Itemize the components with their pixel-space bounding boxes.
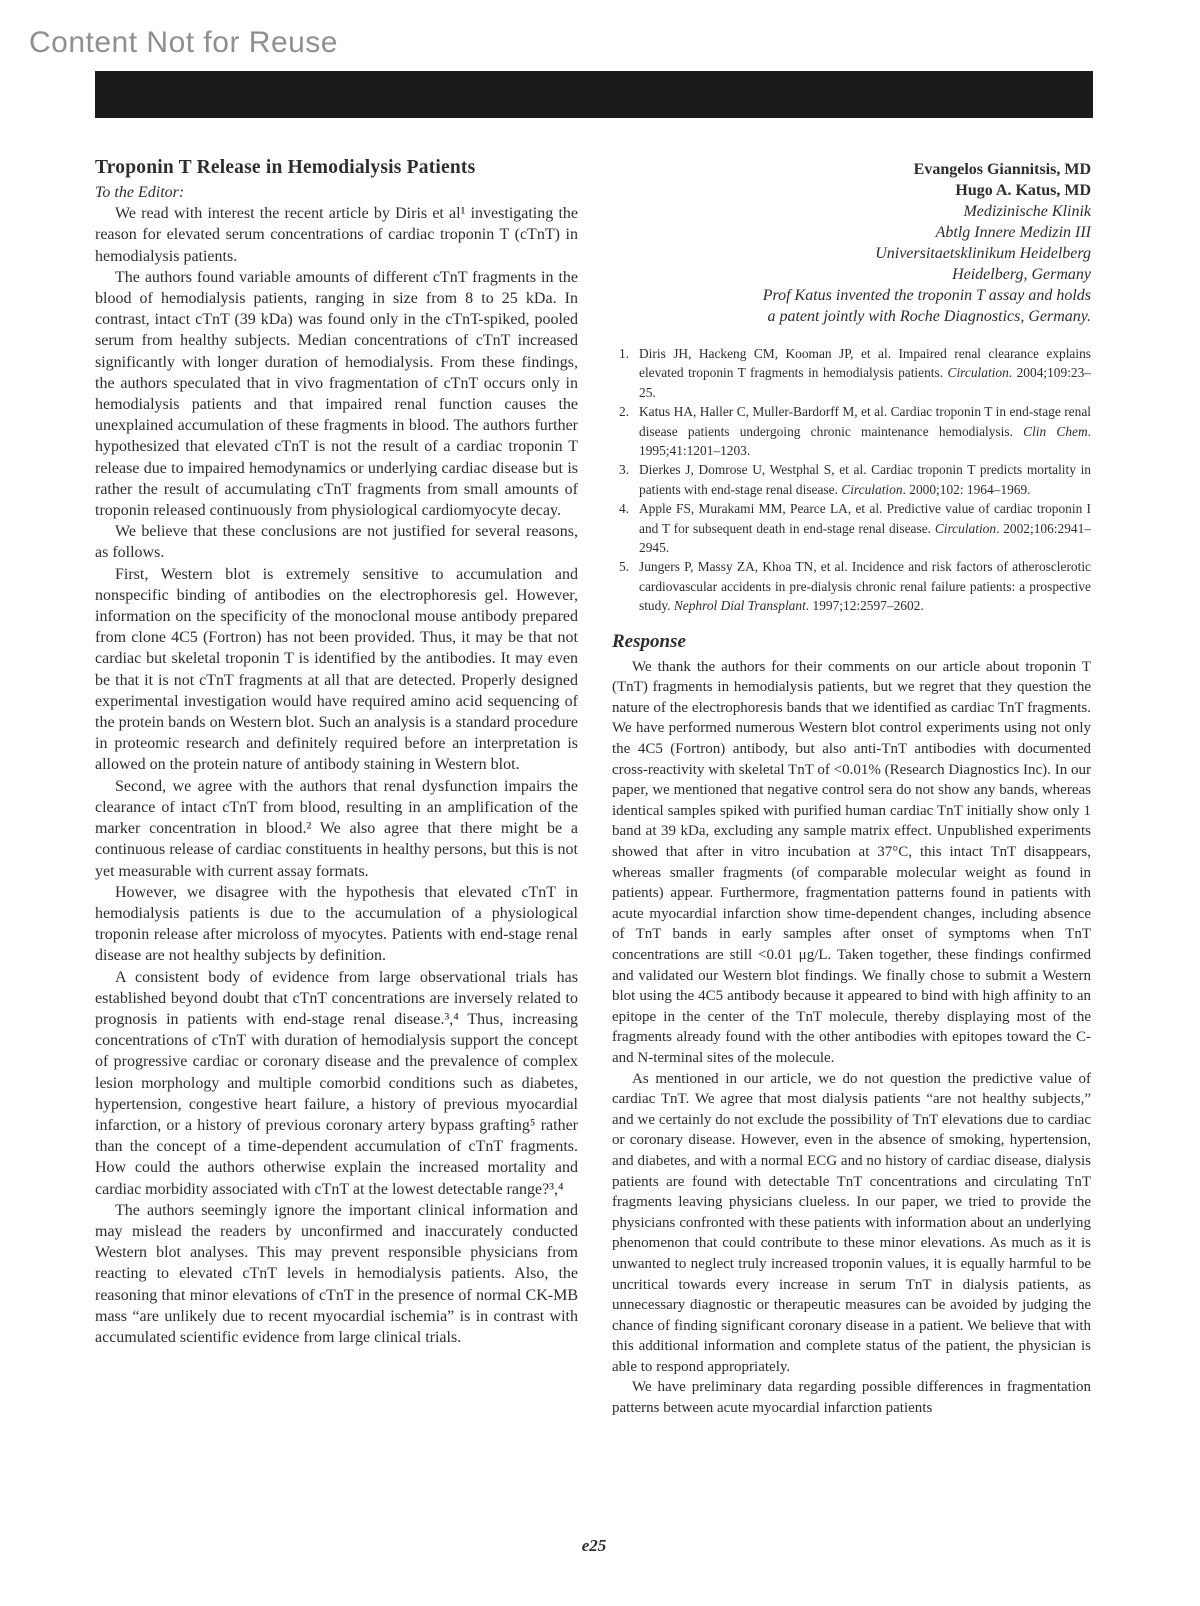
- author-block: [612, 159, 1091, 327]
- response-paragraph-1: We thank the authors for their comments on our article about troponin T (TnT) fragments in hemodialysis patients, but we regret that they question the nature of the electrophoresis bands that we identified as cardiac TnT fragments. We have performed numerous Western blot control experiments using not only the 4C5 (Fortron) antibody, but also anti-TnT antibodies with documented cross-reactivity with skeletal TnT of <0.01% (Research Diagnostics Inc). In our paper, we mentioned that negative control sera do not show any bands, whereas identical samples spiked with purified human cardiac TnT initially show only 1 band at 39 kDa, excluding any sample matrix effect. Unpublished experiments showed that after in vitro incubation at 37°C, this intact TnT disappears, whereas smaller fragments (of comparable molecular weight as found in patients) appear. Furthermore, fragmentation patterns found in patients with acute myocardial infarction show time-dependent changes, including absence of TnT bands in early samples after onset of symptoms when TnT concentrations are still <0.01 μg/L. Taken together, these findings confirmed and validated our Western blot findings. We finally chose to submit a Western blot using the 4C5 antibody because it appeared to bind with high affinity to an epitope in the center of the TnT molecule, thereby displaying most of the fragments already found with the other antibodies with epitopes toward the C- and N-terminal sites of the molecule.: [612, 658, 1091, 1066]
- reference-item: [612, 344, 1091, 402]
- letter-column: [95, 157, 578, 1348]
- letter-paragraph-8: The authors seemingly ignore the important clinical information and may mislead the readers by unconfirmed and inaccurately conducted Western blot analyses. This may prevent responsible physicians from reacting to elevated cTnT levels in hemodialysis patients. Also, the reasoning that minor elevations of cTnT in the presence of normal CK-MB mass “are unlikely due to recent myocardial ischemia” is in contrast with accumulated scientific evidence from large clinical trials.: [95, 1201, 578, 1346]
- letter-paragraph-5: Second, we agree with the authors that renal dysfunction impairs the clearance of intact cTnT from blood, resulting in an amplification of the marker concentration in blood.² We also agree that there might be a continuous release of cardiac constituents in healthy persons, but this is not yet measurable with current assay formats.: [95, 777, 578, 880]
- author-disclosure: a patent jointly with Roche Diagnostics, Germany.: [767, 308, 1091, 325]
- journal-name: Clin Chem: [1023, 423, 1088, 439]
- reference-item: [612, 557, 1091, 615]
- reference-text: Diris JH, Hackeng CM, Kooman JP, et al. Impaired renal clearance explains elevated troponin T fragments in hemodialysis patients.: [639, 346, 1091, 381]
- reference-number: 4.: [619, 501, 630, 517]
- reference-number: 3.: [619, 462, 630, 478]
- reference-number: 2.: [619, 404, 630, 420]
- letter-paragraph-3: We believe that these conclusions are not justified for several reasons, as follows.: [95, 523, 578, 562]
- reference-number: 5.: [619, 559, 630, 575]
- reference-item: [612, 460, 1091, 499]
- letter-salutation: To the Editor:: [95, 184, 185, 201]
- journal-name: Nephrol Dial Transplant: [673, 598, 806, 614]
- letter-paragraph-6: However, we disagree with the hypothesis that elevated cTnT in hemodialysis patients is due to the accumulation of a physiological troponin release after microloss of myocytes. Patients with end-stage renal disease are not healthy subjects by definition.: [95, 883, 578, 965]
- reference-item: [612, 402, 1091, 460]
- reference-cite: . 2002;106:2941–2945.: [639, 520, 1092, 556]
- watermark-text: Content Not for Reuse: [29, 26, 338, 59]
- letter-paragraph-4: First, Western blot is extremely sensitive to accumulation and nonspecific binding of antibodies on the electrophoresis gel. However, information on the specificity of the monoclonal mouse antibody prepared from clone 4C5 (Fortron) has not been provided. Thus, it may be that not cardiac but skeletal troponin T is identified by the antibodies. It may even be that it is not cTnT fragments at all that are detected. Properly designed experimental investigation would have required amino acid sequencing of the protein bands on Western blot. Such an analysis is a standard procedure in proteomic research and definitely required before an interpretation is allowed on the protein nature of antibody staining in Western blot.: [95, 565, 578, 774]
- author-affiliation: Universitaetsklinikum Heidelberg: [875, 245, 1091, 262]
- response-paragraph-3: We have preliminary data regarding possible differences in fragmentation patterns between acute myocardial infarction patients: [612, 1379, 1091, 1417]
- reference-text: Jungers P, Massy ZA, Khoa TN, et al. Incidence and risk factors of atherosclerotic cardiovascular accidents in pre-dialysis chronic renal failure patients: a prospective study.: [639, 559, 1091, 614]
- author-affiliation: Heidelberg, Germany: [952, 266, 1091, 283]
- author-affiliation: Medizinische Klinik: [963, 203, 1091, 220]
- reference-list: [612, 344, 1091, 616]
- journal-name: Circulation: [841, 481, 903, 497]
- reference-text: Dierkes J, Domrose U, Westphal S, et al. Cardiac troponin T predicts mortality in patients with end-stage renal disease.: [639, 462, 1091, 497]
- reference-item: [612, 499, 1091, 557]
- response-paragraph-2: As mentioned in our article, we do not question the predictive value of cardiac TnT. We agree that most dialysis patients “are not healthy subjects,” and we certainly do not exclude the possibility of TnT elevations due to cardiac or coronary disease. However, even in the absence of smoking, hypertension, and diabetes, and with a normal ECG and no history of cardiac disease, dialysis patients are found with detectable TnT concentrations and circulating TnT fragments leaving physicians clueless. In our paper, we tried to provide the physicians confronted with these patients with information about an underlying phenomenon that could contribute to these minor elevations. As much as it is unwanted to neglect truly increased troponin values, it is equally harmful to be uncritical towards every increase in serum TnT in dialysis patients, as unnecessary diagnostic or therapeutic measures can be avoided by judging the chance of finding significant coronary disease in a patient. We believe that with this additional information and complete status of the patient, the physician is able to respond appropriately.: [612, 1070, 1091, 1375]
- page-number: e25: [581, 1536, 607, 1555]
- letter-paragraph-2: The authors found variable amounts of different cTnT fragments in the blood of hemodialysis patients, ranging in size from 8 to 25 kDa. In contrast, intact cTnT (39 kDa) was found only in the cTnT-spiked, pooled serum from healthy subjects. Median concentrations of cTnT increased significantly with longer duration of hemodialysis. From these findings, the authors speculated that in vivo fragmentation of cTnT occurs only in hemodialysis patients and that impaired renal function causes the unexplained accumulation of these fragments in blood. The authors further hypothesized that elevated cTnT is not the result of a cardiac troponin T release due to impaired hemodynamics or underlying cardiac disease but is rather the result of accumulating cTnT fragments from small amounts of troponin released continuously from physiological cardiomyocyte decay.: [95, 268, 578, 520]
- author-affiliation: Abtlg Innere Medizin III: [935, 224, 1091, 241]
- letter-paragraph-1: We read with interest the recent article by Diris et al¹ investigating the reason for elevated serum concentrations of cardiac troponin T (cTnT) in hemodialysis patients.: [95, 205, 578, 265]
- author-name: Hugo A. Katus, MD: [955, 182, 1091, 199]
- reference-cite: . 2000;102: 1964–1969.: [902, 481, 1031, 497]
- redacted-header-bar: [95, 71, 1093, 118]
- letter-title: Troponin T Release in Hemodialysis Patients: [95, 157, 476, 178]
- journal-name: Circulation: [934, 520, 997, 536]
- reference-cite: . 1995;41:1201–1203.: [639, 423, 1091, 459]
- reference-cite: . 2004;109:23–25.: [639, 365, 1091, 400]
- reference-cite: . 1997;12:2597–2602.: [805, 598, 924, 614]
- response-heading: Response: [612, 630, 686, 652]
- response-column: [612, 157, 1091, 1419]
- reference-text: Katus HA, Haller C, Muller-Bardorff M, et al. Cardiac troponin T in end-stage renal disease patients undergoing chronic maintenance hemodialysis.: [639, 404, 1091, 439]
- author-name: Evangelos Giannitsis, MD: [913, 161, 1091, 178]
- author-disclosure: Prof Katus invented the troponin T assay and holds: [762, 287, 1091, 304]
- letter-paragraph-7: A consistent body of evidence from large observational trials has established beyond doubt that cTnT concentrations are inversely related to prognosis in patients with end-stage renal disease.³,⁴ Thus, increasing concentrations of cTnT with duration of hemodialysis support the concept of progressive cardiac or coronary disease and the prevalence of complex lesion morphology and multiple comorbid conditions such as diabetes, hypertension, congestive heart failure, a history of previous myocardial infarction, or a history of previous coronary artery bypass grafting⁵ rather than the concept of a time-dependent accumulation of cTnT fragments. How could the authors otherwise explain the increased mortality and cardiac morbidity associated with cTnT at the lowest detectable range?³,⁴: [95, 968, 578, 1198]
- reference-number: 1.: [619, 346, 630, 361]
- journal-name: Circulation: [947, 365, 1009, 381]
- reference-text: Apple FS, Murakami MM, Pearce LA, et al. Predictive value of cardiac troponin I and T for subsequent death in end-stage renal disease.: [639, 501, 1091, 536]
